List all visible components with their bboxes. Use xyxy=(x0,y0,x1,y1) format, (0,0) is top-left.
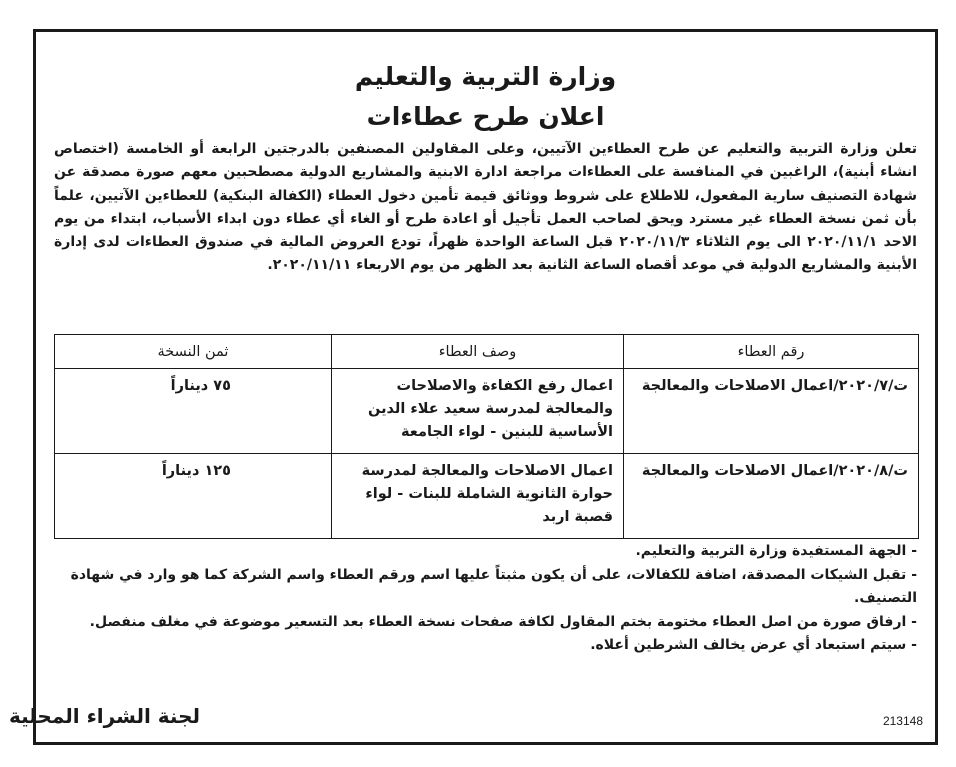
announcement-title: اعلان طرح عطاءات xyxy=(366,102,605,131)
committee-signature: لجنة الشراء المحلية xyxy=(8,704,200,728)
tender-number: ت/٢٠٢٠/٧/اعمال الاصلاحات والمعالجة xyxy=(624,369,919,454)
note-item: - تقبل الشيكات المصدقة، اضافة للكفالات، على أن يكون مثبتاً عليها اسم ورقم العطاء واسم الشركة كما هو وارد في شهادة التصنيف. xyxy=(70,566,917,606)
notes-list xyxy=(54,540,917,658)
tender-description: اعمال الاصلاحات والمعالجة لمدرسة حوارة الثانوية الشاملة للبنات - لواء قصبة اربد xyxy=(332,454,624,539)
note-item: - الجهة المستفيدة وزارة التربية والتعليم. xyxy=(635,543,917,559)
note-item: - ارفاق صورة من اصل العطاء مختومة بختم المقاول لكافة صفحات نسخة العطاء بعد التسعير موضوعة في مغلف منفصل. xyxy=(89,613,917,630)
table-header-row xyxy=(55,335,919,369)
ad-number: 213148 xyxy=(882,714,923,728)
intro-paragraph: تعلن وزارة التربية والتعليم عن طرح العطاءين الآتيين، وعلى المقاولين المصنفين بالدرجتين الرابعة أو الخامسة (اختصاص انشاء أبنية)، الراغبين في المنافسة على العطاءات مراجعة ادارة الابنية والمشاريع الدولية مصطحبين معهم صورة مصدقة عن شهادة التصنيف سارية المفعول، للاطلاع على شروط ووثائق قيمة تأمين دخول العطاء (الكفالة البنكية) للعطاءين الآتيين، علماً بأن ثمن نسخة العطاء غير مسترد ويحق لصاحب العمل تأجيل أو اعادة طرح أو الغاء أي عطاء دون ابداء الأسباب، ابتداء من يوم الاحد ٢٠٢٠/١١/١ الى يوم الثلاثاء ٢٠٢٠/١١/٣ قبل الساعة الواحدة ظهراً، تودع العروض المالية في صندوق العطاءات لدى إدارة الأبنية والمشاريع الدولية في موعد أقصاه الساعة الثانية بعد الظهر من يوم الاربعاء ٢٠٢٠/١١/١١. xyxy=(54,141,917,274)
table-row xyxy=(55,369,919,454)
copy-price: ٧٥ ديناراً xyxy=(55,369,332,454)
tender-number: ت/٢٠٢٠/٨/اعمال الاصلاحات والمعالجة xyxy=(624,454,919,539)
copy-price: ١٢٥ ديناراً xyxy=(55,454,332,539)
header-copy-price: ثمن النسخة xyxy=(55,335,332,369)
table-row xyxy=(55,454,919,539)
announcement-frame xyxy=(8,29,938,745)
tender-description: اعمال رفع الكفاءة والاصلاحات والمعالجة لمدرسة سعيد علاء الدين الأساسية للبنين - لواء الجامعة xyxy=(332,369,624,454)
tenders-table xyxy=(54,334,919,539)
note-item: - سيتم استبعاد أي عرض يخالف الشرطين أعلاه. xyxy=(590,637,917,653)
header-tender-number: رقم العطاء xyxy=(624,335,919,369)
ministry-title: وزارة التربية والتعليم xyxy=(354,62,617,91)
header-tender-description: وصف العطاء xyxy=(332,335,624,369)
